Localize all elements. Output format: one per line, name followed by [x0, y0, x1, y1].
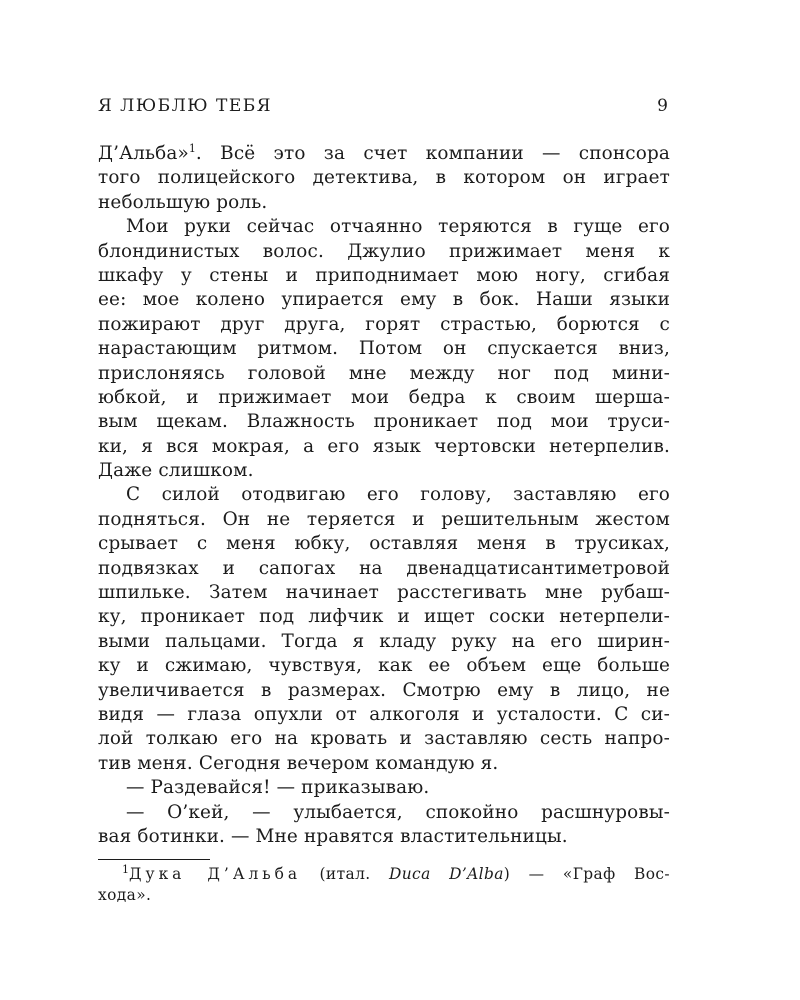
text-line: ку, проникает под лифчик и ищет соски нетерпели-: [98, 606, 670, 628]
text-line: нарастающим ритмом. Потом он спускается вниз,: [98, 338, 670, 360]
text-line: увеличивается в размерах. Смотрю ему в лицо, не: [98, 679, 670, 701]
text-line: ку и сжимаю, чувствуя, как ее объем еще больше: [98, 655, 670, 677]
footnote-divider: [98, 859, 210, 860]
text-line: видя — глаза опухли от алкоголя и усталости. С си-: [98, 703, 670, 725]
page-number: 9: [657, 96, 668, 116]
footnote-marker: 1: [122, 863, 129, 877]
text-line: Мои руки сейчас отчаянно теряются в гуще его: [126, 216, 670, 238]
text-line: выми пальцами. Тогда я кладу руку на его ширин-: [98, 630, 670, 652]
text-line: небольшую роль.: [98, 191, 268, 213]
text-line: того полицейского детектива, в котором он играет: [98, 167, 670, 189]
footnote-line: [98, 864, 670, 885]
text-line: тив меня. Сегодня вечером командую я.: [98, 752, 499, 774]
footnote-italic-term: Duca D’Alba: [389, 865, 504, 884]
footnote-term: Дука Д’Альба: [129, 865, 302, 884]
text-line: пожирают друг друга, горят страстью, борются с: [98, 313, 670, 335]
footnote-text: ) — «Граф Вос-: [503, 865, 671, 884]
text-line: шкафу у стены и приподнимает мою ногу, сгибая: [98, 264, 670, 286]
text-line: вым щекам. Влажность проникает под мои труси-: [98, 411, 670, 433]
text-line: Даже слишком.: [98, 460, 254, 482]
text-line: [98, 142, 670, 166]
text-fragment: . Всё это за счет компании — спонсора: [195, 143, 670, 164]
text-line: подняться. Он не теряется и решительным жестом: [98, 508, 670, 530]
text-line: ки, я вся мокрая, а его язык чертовски нетерпелив.: [98, 435, 670, 457]
footnote-text: (итал.: [301, 865, 389, 884]
body-text: [98, 142, 670, 849]
footnote: [98, 864, 670, 906]
text-line: С силой отодвигаю его голову, заставляю его: [126, 484, 670, 506]
book-title: Я ЛЮБЛЮ ТЕБЯ: [98, 96, 272, 116]
text-line: лой толкаю его на кровать и заставляю сесть напро-: [98, 728, 670, 750]
text-line: — Раздевайся! — приказываю.: [126, 777, 430, 799]
footnote-line: хода».: [98, 886, 152, 905]
running-head: [98, 96, 670, 126]
text-line: — О’кей, — улыбается, спокойно расшнуровы-: [126, 801, 670, 823]
text-line: вая ботинки. — Мне нравятся властительницы.: [98, 825, 568, 847]
book-page: [98, 96, 670, 906]
text-line: срывает с меня юбку, оставляя меня в трусиках,: [98, 533, 670, 555]
text-line: шпильке. Затем начинает расстегивать мне рубаш-: [98, 582, 670, 604]
text-line: юбкой, и прижимает мои бедра к своим шерша-: [98, 386, 670, 408]
text-fragment: Д’Альба»: [98, 143, 189, 164]
text-line: ее: мое колено упирается ему в бок. Наши языки: [98, 289, 670, 311]
text-line: подвязках и сапогах на двенадцатисантиметровой: [98, 557, 670, 579]
text-line: блондинистых волос. Джулио прижимает меня к: [98, 240, 670, 262]
text-line: прислоняясь головой мне между ног под мини-: [98, 362, 670, 384]
footnote-reference: 1: [188, 141, 196, 155]
